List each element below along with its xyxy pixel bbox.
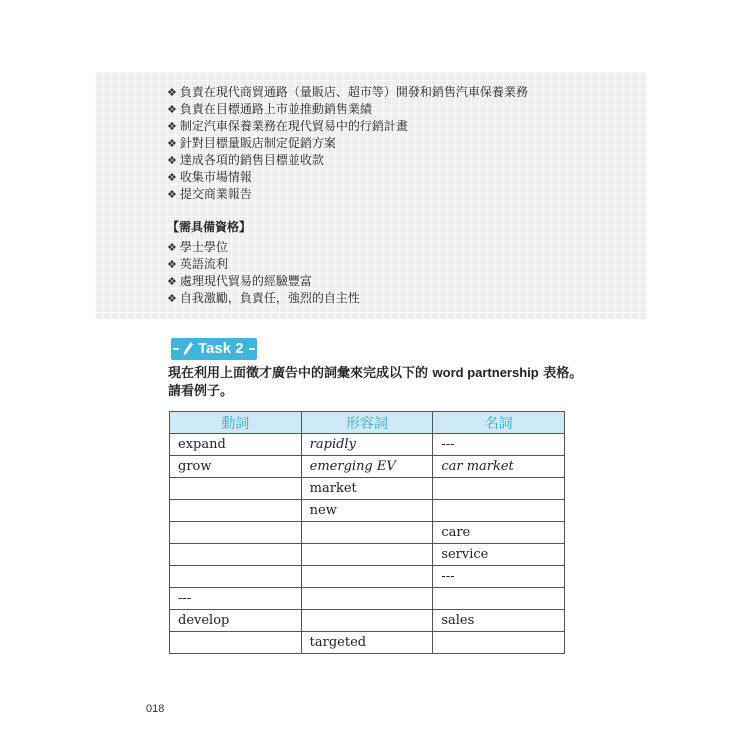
- adjective-cell[interactable]: [301, 588, 433, 610]
- duty-item: [167, 85, 528, 100]
- verb-cell[interactable]: [170, 632, 302, 654]
- noun-cell[interactable]: [433, 478, 565, 500]
- instruction-keyword: word partnership: [432, 365, 539, 380]
- duty-text: 提交商業報告: [179, 187, 252, 201]
- diamond-bullet-icon: ❖: [167, 275, 177, 288]
- adjective-cell[interactable]: [301, 544, 433, 566]
- page-number: 018: [146, 703, 165, 715]
- table-row: [170, 632, 565, 654]
- table-header-row: [170, 412, 565, 434]
- requirement-text: 處理現代貿易的經驗豐富: [179, 274, 312, 288]
- diamond-bullet-icon: ❖: [167, 188, 177, 201]
- requirement-text: 自我激勵，負責任，強烈的自主性: [179, 291, 360, 305]
- duty-text: 負責在目標通路上市並推動銷售業績: [179, 102, 372, 116]
- duty-item: [167, 119, 408, 134]
- instruction-text: 現在利用上面徵才廣告中的詞彙來完成以下的: [168, 366, 433, 381]
- noun-cell[interactable]: [433, 632, 565, 654]
- table-row: [170, 588, 565, 610]
- table-row: [170, 434, 565, 456]
- table-row: [170, 478, 565, 500]
- table-row: [170, 500, 565, 522]
- adjective-cell: market: [301, 478, 433, 500]
- instruction-line-2: 請看例子。: [168, 384, 234, 399]
- duty-text: 負責在現代商貿通路（量販店、超市等）開發和銷售汽車保養業務: [179, 85, 528, 99]
- verb-cell[interactable]: [170, 500, 302, 522]
- duty-text: 制定汽車保養業務在現代貿易中的行銷計畫: [179, 119, 408, 133]
- requirement-text: 學士學位: [179, 240, 228, 254]
- diamond-bullet-icon: ❖: [167, 103, 177, 116]
- requirement-text: 英語流利: [179, 257, 228, 271]
- instruction-line-1: [168, 365, 582, 382]
- verb-cell: develop: [170, 610, 302, 632]
- table-row: [170, 544, 565, 566]
- requirement-item: [167, 291, 360, 306]
- duty-text: 達成各項的銷售目標並收款: [179, 153, 324, 167]
- adjective-cell: emerging EV: [301, 456, 433, 478]
- task-label: Task 2: [198, 340, 244, 357]
- noun-cell[interactable]: [433, 588, 565, 610]
- header-adjective: 形容詞: [301, 412, 433, 434]
- noun-cell: ---: [433, 566, 565, 588]
- diamond-bullet-icon: ❖: [167, 154, 177, 167]
- adjective-cell[interactable]: [301, 610, 433, 632]
- adjective-cell: new: [301, 500, 433, 522]
- duty-item: [167, 136, 336, 151]
- adjective-cell: targeted: [301, 632, 433, 654]
- diamond-bullet-icon: ❖: [167, 292, 177, 305]
- duty-item: [167, 170, 252, 185]
- diamond-bullet-icon: ❖: [167, 241, 177, 254]
- verb-cell[interactable]: [170, 522, 302, 544]
- noun-cell: service: [433, 544, 565, 566]
- requirement-item: [167, 240, 228, 255]
- header-verb: 動詞: [170, 412, 302, 434]
- instruction-text: 表格。: [538, 366, 583, 381]
- noun-cell: sales: [433, 610, 565, 632]
- word-partnership-table: [169, 411, 565, 654]
- diamond-bullet-icon: ❖: [167, 171, 177, 184]
- verb-cell: grow: [170, 456, 302, 478]
- pencil-icon: [182, 341, 194, 357]
- adjective-cell[interactable]: [301, 566, 433, 588]
- noun-cell: care: [433, 522, 565, 544]
- header-noun: 名詞: [433, 412, 565, 434]
- badge-dash-right: [249, 348, 255, 350]
- diamond-bullet-icon: ❖: [167, 86, 177, 99]
- verb-cell: ---: [170, 588, 302, 610]
- noun-cell: ---: [433, 434, 565, 456]
- diamond-bullet-icon: ❖: [167, 120, 177, 133]
- adjective-cell[interactable]: [301, 522, 433, 544]
- duty-text: 收集市場情報: [179, 170, 252, 184]
- verb-cell[interactable]: [170, 544, 302, 566]
- adjective-cell: rapidly: [301, 434, 433, 456]
- duty-item: [167, 102, 372, 117]
- verb-cell[interactable]: [170, 478, 302, 500]
- verb-cell: expand: [170, 434, 302, 456]
- diamond-bullet-icon: ❖: [167, 258, 177, 271]
- duty-text: 針對目標量販店制定促銷方案: [179, 136, 336, 150]
- requirements-heading: 【需具備資格】: [167, 220, 252, 234]
- table-row: [170, 522, 565, 544]
- requirement-item: [167, 274, 312, 289]
- duty-item: [167, 187, 252, 202]
- table-row: [170, 566, 565, 588]
- table-row: [170, 610, 565, 632]
- verb-cell[interactable]: [170, 566, 302, 588]
- requirement-item: [167, 257, 228, 272]
- diamond-bullet-icon: ❖: [167, 137, 177, 150]
- noun-cell: car market: [433, 456, 565, 478]
- duty-item: [167, 153, 324, 168]
- badge-dash-left: [173, 348, 179, 350]
- task-badge: [171, 338, 257, 360]
- table-row: [170, 456, 565, 478]
- noun-cell[interactable]: [433, 500, 565, 522]
